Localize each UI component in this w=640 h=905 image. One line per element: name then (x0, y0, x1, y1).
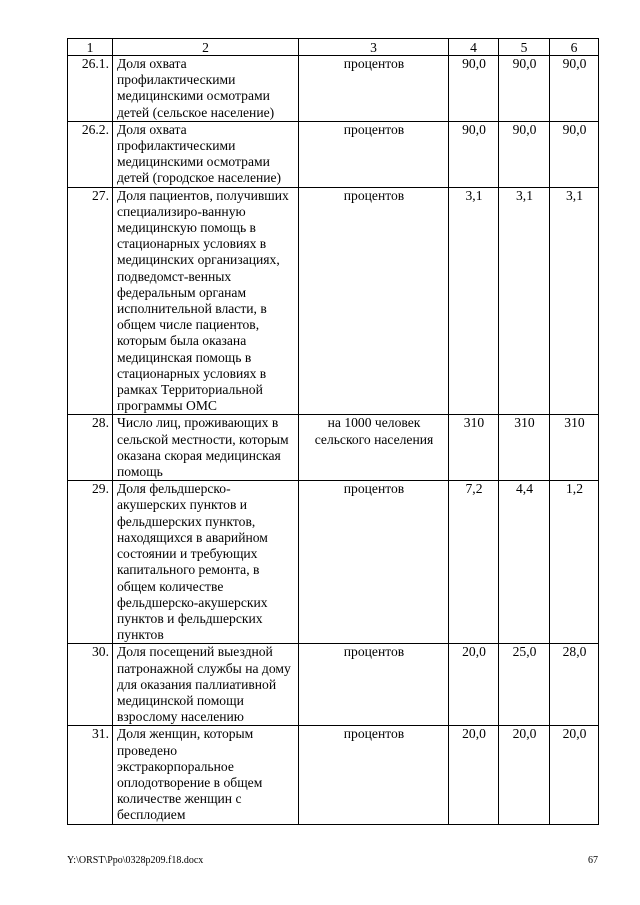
col-header-5: 5 (499, 39, 550, 56)
indicator-name: Доля женщин, которым проведено экстракорпоральное оплодотворение в общем количестве женщин с бесплодием (113, 726, 299, 824)
row-number: 26.2. (68, 121, 113, 187)
indicator-name: Число лиц, проживающих в сельской местности, которым оказана скорая медицинская помощь (113, 415, 299, 481)
indicators-table (67, 38, 599, 825)
indicator-name: Доля пациентов, получивших специализиро-ванную медицинскую помощь в стационарных условиях в медицинских организациях, подведомст-венных федеральным органам исполнительной власти, в общем числе пациентов, которым была оказана медицинская помощь в стационарных условиях в рамках Территориальной программы ОМС (113, 187, 299, 415)
value-col-4: 3,1 (449, 187, 499, 415)
indicator-name: Доля посещений выездной патронажной службы на дому для оказания паллиативной медицинской помощи взрослому населению (113, 644, 299, 726)
table-row (68, 121, 599, 187)
file-path: Y:\ORST\Ppo\0328p209.f18.docx (67, 855, 204, 866)
value-col-6: 1,2 (550, 481, 599, 644)
value-col-6: 90,0 (550, 56, 599, 122)
value-col-6: 20,0 (550, 726, 599, 824)
page-number: 67 (588, 855, 598, 866)
value-col-4: 7,2 (449, 481, 499, 644)
value-col-4: 310 (449, 415, 499, 481)
value-col-5: 20,0 (499, 726, 550, 824)
table-row (68, 481, 599, 644)
value-col-5: 90,0 (499, 121, 550, 187)
value-col-4: 90,0 (449, 121, 499, 187)
unit-of-measure: процентов (299, 187, 449, 415)
col-header-3: 3 (299, 39, 449, 56)
col-header-4: 4 (449, 39, 499, 56)
value-col-4: 90,0 (449, 56, 499, 122)
col-header-1: 1 (68, 39, 113, 56)
row-number: 31. (68, 726, 113, 824)
col-header-6: 6 (550, 39, 599, 56)
value-col-6: 3,1 (550, 187, 599, 415)
header-row (68, 39, 599, 56)
indicator-name: Доля фельдшерско-акушерских пунктов и фельдшерских пунктов, находящихся в аварийном состоянии и требующих капитального ремонта, в общем количестве фельдшерско-акушерских пунктов и фельдшерских пунктов (113, 481, 299, 644)
unit-of-measure: процентов (299, 726, 449, 824)
unit-of-measure: процентов (299, 121, 449, 187)
indicator-name: Доля охвата профилактическими медицинскими осмотрами детей (сельское население) (113, 56, 299, 122)
value-col-6: 90,0 (550, 121, 599, 187)
value-col-5: 4,4 (499, 481, 550, 644)
unit-of-measure: на 1000 человек сельского населения (299, 415, 449, 481)
value-col-6: 310 (550, 415, 599, 481)
table-row (68, 726, 599, 824)
row-number: 27. (68, 187, 113, 415)
value-col-6: 28,0 (550, 644, 599, 726)
value-col-5: 310 (499, 415, 550, 481)
unit-of-measure: процентов (299, 481, 449, 644)
value-col-5: 90,0 (499, 56, 550, 122)
table-row (68, 415, 599, 481)
row-number: 29. (68, 481, 113, 644)
table-row (68, 187, 599, 415)
table-row (68, 644, 599, 726)
value-col-4: 20,0 (449, 726, 499, 824)
unit-of-measure: процентов (299, 644, 449, 726)
row-number: 28. (68, 415, 113, 481)
unit-of-measure: процентов (299, 56, 449, 122)
value-col-5: 25,0 (499, 644, 550, 726)
indicator-name: Доля охвата профилактическими медицинскими осмотрами детей (городское население) (113, 121, 299, 187)
col-header-2: 2 (113, 39, 299, 56)
table-row (68, 56, 599, 122)
value-col-5: 3,1 (499, 187, 550, 415)
value-col-4: 20,0 (449, 644, 499, 726)
row-number: 26.1. (68, 56, 113, 122)
row-number: 30. (68, 644, 113, 726)
